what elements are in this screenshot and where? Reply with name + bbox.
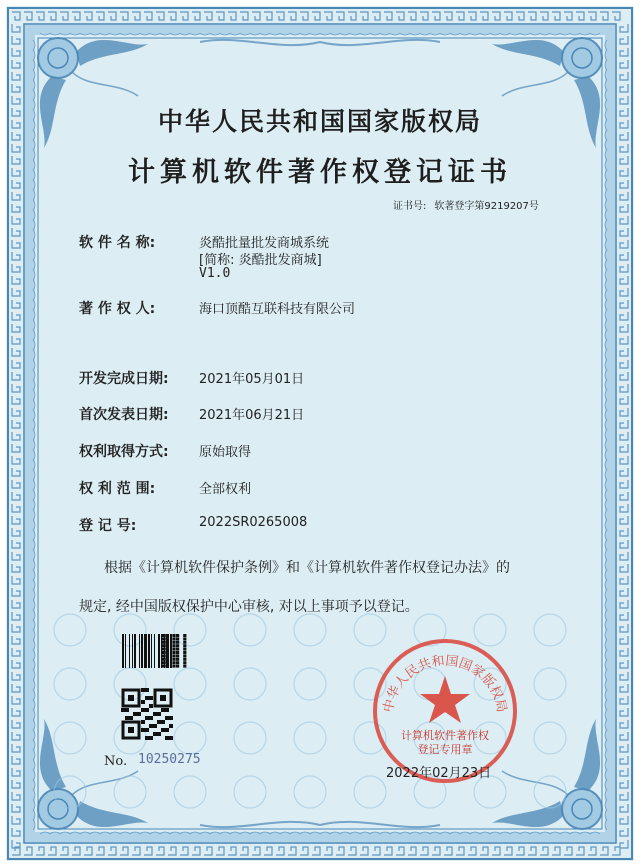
barcode-icon [122,634,188,668]
software-name-label: 软 件 名 称: [79,235,156,251]
software-short-name: [简称: 炎酷批发商城] [199,253,322,268]
seal-star-icon [420,676,470,723]
issuing-authority: 中华人民共和国国家版权局 [157,107,482,136]
software-name-value: 炎酷批量批发商城系统 [199,236,330,251]
serial-number-label: No. [104,754,128,769]
statement-line-1: 根据《计算机软件保护条例》和《计算机软件著作权登记办法》的 [104,560,510,576]
dev-date-label: 开发完成日期: [79,371,169,387]
owner-value: 海口顶酷互联科技有限公司 [199,302,356,317]
serial-number-value: 10250275 [138,752,201,767]
svg-text:计算机软件著作权: 计算机软件著作权 [401,729,489,742]
issue-date: 2022年02月23日 [386,766,492,781]
certificate-number [393,197,547,212]
software-version: V1.0 [199,266,231,281]
certificate-title: 计算机软件著作权登记证书 [128,157,512,188]
acquire-value: 原始取得 [199,445,252,460]
scope-label: 权 利 范 围: [79,481,156,497]
qr-code-icon [121,688,173,740]
pub-date-value: 2021年06月21日 [199,408,305,423]
reg-no-label: 登 记 号: [79,518,137,534]
svg-text:登记专用章: 登记专用章 [417,743,473,756]
dev-date-value: 2021年05月01日 [199,372,305,387]
owner-label: 著 作 权 人: [79,301,156,317]
certificate-number-value: 软著登字第9219207号 [434,201,539,212]
certificate-number-label: 证书号: [393,201,427,212]
statement-line-2: 规定, 经中国版权保护中心审核, 对以上事项予以登记。 [79,599,419,615]
svg-text:中华人民共和国国家版权局: 中华人民共和国国家版权局 [381,653,509,714]
scope-value: 全部权利 [199,482,252,497]
reg-no-value: 2022SR0265008 [199,515,308,530]
acquire-label: 权利取得方式: [79,444,169,460]
pub-date-label: 首次发表日期: [79,407,169,423]
